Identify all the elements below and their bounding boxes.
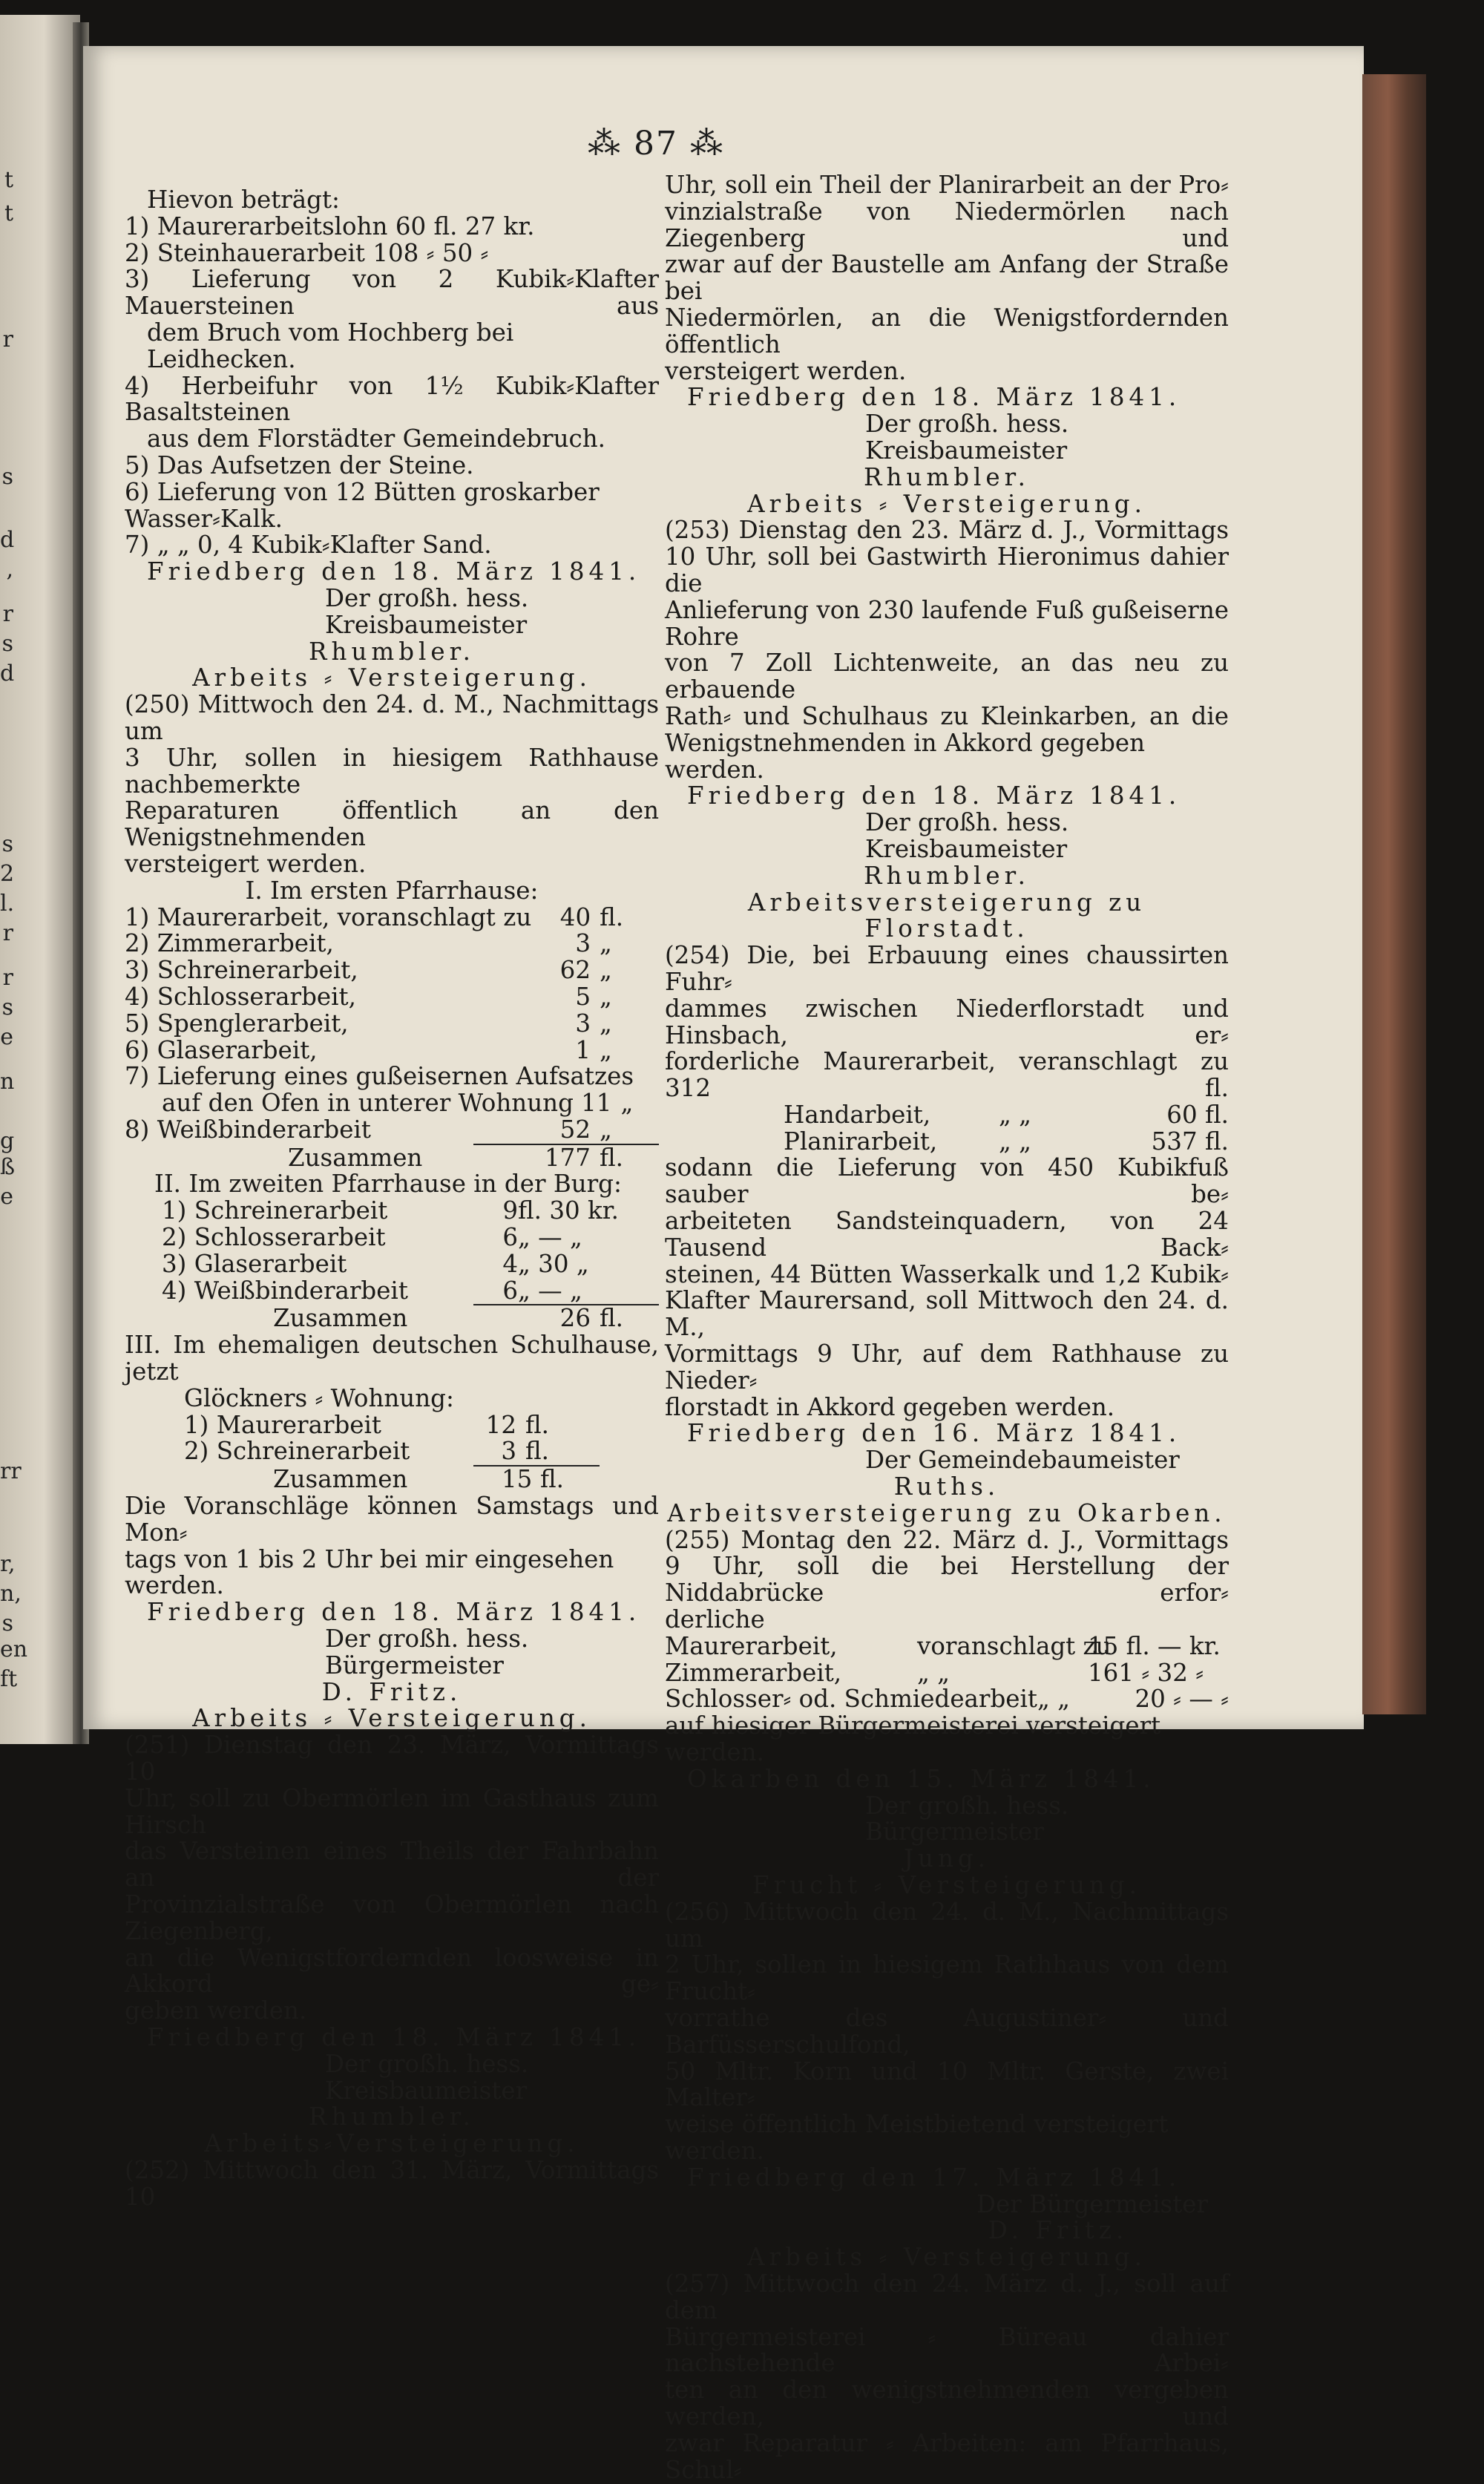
cost-item	[125, 984, 659, 1011]
cost-value: 40	[559, 902, 591, 931]
cost-note: voranschlagt zu	[917, 1631, 1112, 1660]
text-line: (251) Dienstag den 23. März, Vormittags 10	[125, 1731, 659, 1786]
margin-fragment: ,	[6, 557, 13, 583]
text-line: zwar auf der Baustelle am Anfang der Straße bei	[665, 250, 1229, 306]
section-heading: III. Im ehemaligen deutschen Schulhause, jetzt	[125, 1331, 659, 1386]
dateline: Friedberg den 18. März 1841.	[687, 781, 1181, 810]
cost-value: 6	[502, 1223, 518, 1252]
cost-value: 3	[575, 1009, 591, 1038]
margin-fragment: rr	[0, 1458, 22, 1484]
text-line: Die Voranschläge können Samstags und Mon⸗	[125, 1492, 659, 1547]
cost-item	[665, 1129, 1229, 1156]
cost-value: 161 ⸗ 32 ⸗	[1088, 1658, 1204, 1687]
cost-unit: „ 30 „	[518, 1249, 589, 1278]
signature-title: Der Bürgermeister	[976, 2189, 1209, 2218]
cost-unit: „	[600, 929, 612, 958]
cost-item	[125, 1251, 637, 1278]
margin-fragment: s	[1, 994, 13, 1020]
cost-label: 2) Schreinerarbeit	[184, 1437, 410, 1466]
ornament-icon: ⁂	[690, 125, 724, 163]
cost-label: Zimmerarbeit,	[665, 1658, 842, 1687]
cost-value: 6	[502, 1276, 518, 1305]
signature-name: Rhumbler.	[309, 2103, 475, 2131]
margin-fragment: 2	[0, 861, 15, 887]
cost-label: 1) Maurerarbeit	[184, 1410, 381, 1439]
ornament-icon: ⁂	[588, 125, 622, 163]
cost-label: auf den Ofen in unterer Wohnung	[162, 1089, 574, 1118]
cost-unit: fl.	[600, 902, 624, 931]
cost-item	[665, 1633, 1229, 1660]
margin-fragment: r	[2, 920, 13, 946]
text-line: (255) Montag den 22. März d. J., Vormittags	[665, 1525, 1229, 1554]
cost-item	[125, 1035, 659, 1064]
cost-label: Planirarbeit,	[784, 1127, 938, 1156]
signature-name: Rhumbler.	[309, 637, 475, 666]
signature-title: Der großh. hess. Kreisbaumeister	[325, 2049, 529, 2105]
cost-value: 3	[501, 1437, 516, 1466]
cost-unit: „	[600, 956, 612, 985]
cost-unit: „	[620, 1089, 634, 1118]
text-line: aus dem Florstädter Gemeindebruch.	[147, 425, 605, 453]
cost-label: 1) Schreinerarbeit	[162, 1196, 388, 1225]
cost-unit: „	[600, 1115, 612, 1144]
right-column	[665, 172, 1229, 2483]
left-column	[125, 187, 659, 2211]
total-value: 177	[544, 1143, 591, 1172]
cost-label: Schlosser⸗ od. Schmiedearbeit	[665, 1685, 1037, 1714]
text-line: von 7 Zoll Lichtenweite, an das neu zu erbauende	[665, 649, 1229, 704]
margin-fragment: ft	[0, 1666, 18, 1692]
cost-unit: „ — „	[518, 1276, 582, 1305]
cost-value: 12	[485, 1410, 516, 1439]
previous-page-edge	[0, 15, 80, 1744]
cost-unit: „	[600, 1035, 612, 1064]
margin-fragment: l.	[0, 891, 15, 917]
text-line: 2 Uhr, sollen in hiesigem Rathhaus von dem Frucht⸗	[665, 1950, 1229, 2006]
cost-value: 9	[502, 1196, 518, 1225]
signature-name: Rhumbler.	[864, 861, 1030, 890]
text-line: Vormittags 9 Uhr, auf dem Rathhause zu Nieder⸗	[665, 1340, 1229, 1395]
text-line: Reparaturen öffentlich an den Wenigstnehmenden	[125, 796, 659, 852]
margin-fragment: g	[0, 1128, 15, 1154]
cost-item	[125, 1438, 585, 1465]
text-line: (254) Die, bei Erbauung eines chaussirten Fuhr⸗	[665, 941, 1229, 996]
margin-fragment: r	[2, 327, 13, 353]
margin-fragment: e	[0, 1184, 13, 1210]
page-stack-edge	[1362, 74, 1426, 1714]
signature-title: Der großh. hess. Kreisbaumeister	[865, 410, 1069, 465]
total-label: Zusammen	[273, 1304, 408, 1333]
cost-total	[288, 1143, 659, 1172]
margin-fragment: n	[0, 1069, 15, 1095]
signature-title: Der großh. hess. Kreisbaumeister	[325, 583, 529, 639]
cost-value: 20 ⸗ — ⸗	[1135, 1685, 1229, 1714]
notice-heading: Arbeits ⸗ Versteigerung.	[747, 489, 1146, 518]
margin-fragment: r,	[0, 1551, 16, 1577]
text-line: zwar Reparatur ⸗ Arbeiten: am Pfarrhaus, Schul⸗	[665, 2428, 1229, 2484]
signature-title: Der großh. hess. Bürgermeister	[325, 1625, 529, 1680]
text-line: 1) Maurerarbeitslohn 60 fl. 27 kr.	[125, 212, 535, 240]
margin-fragment: ß	[0, 1154, 16, 1180]
text-line: 3) Lieferung von 2 Kubik⸗Klafter Mauersteinen aus	[125, 265, 659, 321]
text-line: an die Wenigstfordernden loosweise in Akkord ge⸗	[125, 1943, 659, 1999]
text-line: arbeiteten Sandsteinquadern, von 24 Tausend Back⸗	[665, 1207, 1229, 1262]
cost-item	[125, 1198, 637, 1225]
dateline: Friedberg den 16. März 1841.	[687, 1419, 1181, 1448]
page-number	[545, 125, 767, 163]
text-line: (250) Mittwoch den 24. d. M., Nachmittags um	[125, 690, 659, 745]
text-line: dem Bruch vom Hochberg bei Leidhecken.	[147, 318, 514, 373]
ditto-marks: „ „	[999, 1127, 1032, 1156]
text-line: Rath⸗ und Schulhaus zu Kleinkarben, an die	[665, 701, 1229, 730]
margin-fragment: en	[0, 1636, 28, 1662]
text-line: weise öffentlich Meistbietend versteigert werden.	[665, 2110, 1169, 2165]
text-line: das Versteinen eines Theils der Fahrbahn an der	[125, 1837, 659, 1893]
text-line: geben werden.	[125, 1996, 307, 2025]
cost-value: 15 fl. — kr.	[1088, 1631, 1221, 1660]
cost-value: 62	[559, 956, 591, 985]
cost-label: 3) Schreinerarbeit,	[125, 956, 358, 985]
cost-unit: „	[600, 1009, 612, 1038]
text-line: sodann die Lieferung von 450 Kubikfuß sauber be⸗	[665, 1153, 1229, 1209]
cost-item	[125, 957, 659, 984]
cost-value: 1	[575, 1035, 591, 1064]
notice-heading: Arbeitsversteigerung zu Florstadt.	[747, 888, 1146, 943]
cost-item	[665, 1686, 1229, 1713]
margin-fragment: t	[4, 200, 13, 226]
section-heading: II. Im zweiten Pfarrhause in der Burg:	[154, 1170, 622, 1199]
margin-fragment: r	[2, 965, 13, 991]
text-line: auf hiesiger Bürgermeisterei versteigert werden.	[665, 1711, 1161, 1767]
text-line: 10 Uhr, soll bei Gastwirth Hieronimus dahier die	[665, 543, 1229, 597]
cost-label: Maurerarbeit,	[665, 1631, 838, 1660]
margin-fragment: d	[0, 661, 15, 686]
total-label: Zusammen	[273, 1465, 408, 1494]
text-line: 3 Uhr, sollen in hiesigem Rathhause nachbemerkte	[125, 743, 659, 799]
text-line: (256) Mittwoch den 24. d. M., Nachmittags um	[665, 1897, 1229, 1953]
dateline: Friedberg den 17. März 1841.	[687, 2163, 1181, 2192]
text-line: (257) Mittwoch den 24. März d. J., soll auf dem	[665, 2269, 1229, 2324]
cost-item	[125, 1278, 637, 1305]
signature-title: Der Gemeindebaumeister	[865, 1446, 1180, 1475]
margin-fragment: d	[0, 527, 15, 553]
cost-label: 4) Schlosserarbeit,	[125, 982, 356, 1011]
margin-fragment: s	[1, 1610, 13, 1636]
cost-total	[273, 1304, 659, 1333]
cost-value: 537 fl.	[1151, 1127, 1229, 1156]
page-number-value: 87	[634, 125, 678, 163]
margin-fragment: e	[0, 1024, 13, 1050]
notice-heading: Arbeits ⸗ Versteigerung.	[747, 2243, 1146, 2272]
cost-value: 3	[575, 929, 591, 958]
dateline: Friedberg den 18. März 1841.	[147, 1598, 641, 1627]
cost-item	[665, 1102, 1229, 1129]
section-heading: Glöckners ⸗ Wohnung:	[184, 1383, 454, 1412]
text-line: versteigert werden.	[665, 356, 907, 385]
cost-label: Handarbeit,	[784, 1100, 931, 1129]
cost-value: 4	[502, 1249, 518, 1278]
notice-heading: Arbeits⸗Versteigerung.	[204, 2129, 580, 2158]
dateline: Okarben den 15. März 1841.	[687, 1764, 1155, 1793]
total-label: Zusammen	[288, 1143, 423, 1172]
cost-value: 60 fl.	[1166, 1100, 1229, 1129]
signature-name: D. Fritz.	[988, 2216, 1129, 2245]
cost-total	[273, 1465, 600, 1494]
notice-heading: Arbeits ⸗ Versteigerung.	[192, 1704, 591, 1733]
cost-label: 5) Spenglerarbeit,	[125, 1009, 349, 1038]
text-line: Bürgermeisterei ⸗ Büreau dahier nachstehende Arbei⸗	[665, 2322, 1229, 2378]
ditto-marks: „ „	[917, 1658, 951, 1687]
cost-label: 4) Weißbinderarbeit	[162, 1276, 408, 1305]
text-line: Wenigstnehmenden in Akkord gegeben werden.	[665, 728, 1146, 784]
cost-label: 2) Zimmerarbeit,	[125, 929, 334, 958]
total-unit: fl.	[600, 1143, 624, 1172]
text-line: Provinzialstraße von Obermörlen nach Ziegenberg,	[125, 1890, 659, 1945]
cost-item	[125, 931, 659, 957]
text-line: Anlieferung von 230 laufende Fuß gußeiserne Rohre	[665, 595, 1229, 651]
signature-title: Der großh. hess. Kreisbaumeister	[865, 808, 1069, 863]
cost-label: 6) Glaserarbeit,	[125, 1035, 318, 1064]
cost-value: 11	[581, 1089, 612, 1118]
text-line: forderliche Maurerarbeit, veranschlagt zu 312 fl.	[665, 1047, 1229, 1103]
text-line: vorrathe des Augustiner⸗ und Barfüsserschulfond,	[665, 2003, 1229, 2059]
dateline: Friedberg den 18. März 1841.	[147, 2022, 641, 2051]
text-line: Niedermörlen, an die Wenigstfordernden öffentlich	[665, 303, 1229, 358]
cost-item	[125, 902, 659, 931]
margin-fragment: r	[2, 601, 13, 627]
total-value: 15	[502, 1465, 533, 1494]
cost-item	[125, 1064, 659, 1090]
text-line: Hievon beträgt:	[147, 186, 340, 214]
cost-label: 7) Lieferung eines gußeisernen Aufsatzes	[125, 1062, 634, 1091]
text-line: 50 Mltr. Korn und 10 Mltr. Gerste, zwei Malter⸗	[665, 2057, 1229, 2112]
signature-name: Ruths.	[893, 1472, 1000, 1501]
total-unit: fl.	[540, 1465, 565, 1494]
cost-label: 2) Schlosserarbeit	[162, 1223, 386, 1252]
cost-label: 3) Glaserarbeit	[162, 1249, 347, 1278]
signature-name: Rhumbler.	[864, 462, 1030, 491]
margin-fragment: s	[1, 464, 13, 490]
cost-label: 1) Maurerarbeit, voranschlagt zu	[125, 902, 532, 931]
cost-item	[125, 1117, 659, 1144]
text-line: steinen, 44 Bütten Wasserkalk und 1,2 Kubik⸗	[665, 1259, 1229, 1288]
cost-unit: „ — „	[518, 1223, 582, 1252]
cost-item	[125, 1090, 659, 1117]
text-line: Uhr, soll zu Obermörlen im Gasthaus zum Hirsch	[125, 1783, 659, 1839]
dateline: Friedberg den 18. März 1841.	[147, 557, 641, 586]
text-line: vinzialstraße von Niedermörlen nach Ziegenberg und	[665, 197, 1229, 252]
text-line: Klafter Maurersand, soll Mittwoch den 24. d. M.,	[665, 1286, 1229, 1342]
cost-item	[125, 1225, 637, 1251]
text-line: tags von 1 bis 2 Uhr bei mir eingesehen werden.	[125, 1544, 614, 1600]
text-line: 9 Uhr, soll die bei Herstellung der Niddabrücke erfor⸗	[665, 1552, 1229, 1608]
text-line: dammes zwischen Niederflorstadt und Hinsbach, er⸗	[665, 994, 1229, 1049]
cost-unit: „	[600, 982, 612, 1011]
text-line: versteigert werden.	[125, 849, 367, 878]
total-unit: fl.	[600, 1304, 624, 1333]
text-line: (253) Dienstag den 23. März d. J., Vormittags	[665, 516, 1229, 545]
total-value: 26	[559, 1304, 591, 1333]
margin-fragment: s	[1, 631, 13, 657]
cost-value: 52	[559, 1115, 591, 1144]
margin-fragment: n,	[0, 1581, 22, 1607]
cost-unit: fl.	[525, 1410, 550, 1439]
text-line: 6) Lieferung von 12 Bütten groskarber Wasser⸗Kalk.	[125, 477, 600, 533]
margin-fragment: s	[1, 831, 13, 857]
text-line: 4) Herbeifuhr von 1½ Kubik⸗Klafter Basaltsteinen	[125, 371, 659, 427]
cost-value: 5	[575, 982, 591, 1011]
dateline: Friedberg den 18. März 1841.	[687, 383, 1181, 412]
notice-heading: Frucht ⸗ Versteigerung.	[752, 1871, 1141, 1899]
text-line: derliche	[665, 1605, 765, 1634]
cost-item	[125, 1011, 659, 1038]
text-line: 7) „ „ 0, 4 Kubik⸗Klafter Sand.	[125, 531, 492, 560]
margin-fragment: t	[4, 167, 13, 193]
cost-label: 8) Weißbinderarbeit	[125, 1115, 371, 1144]
text-line: (252) Mittwoch den 31. März, Vormittags 10	[125, 2155, 659, 2211]
text-line: 2) Steinhauerarbeit 108 ⸗ 50 ⸗	[125, 238, 489, 267]
text-line: 5) Das Aufsetzen der Steine.	[125, 450, 474, 479]
cost-item	[125, 1412, 585, 1439]
cost-unit: fl. 30 kr.	[518, 1196, 620, 1225]
text-line: florstadt in Akkord gegeben werden.	[665, 1392, 1115, 1421]
ditto-marks: „ „	[1037, 1685, 1070, 1714]
ditto-marks: „ „	[999, 1100, 1032, 1129]
section-heading: I. Im ersten Pfarrhause:	[245, 876, 539, 905]
signature-title: Der großh. hess. Bürgermeister	[865, 1791, 1069, 1846]
notice-heading: Arbeits ⸗ Versteigerung.	[192, 663, 591, 692]
notice-heading: Arbeitsversteigerung zu Okarben.	[667, 1498, 1227, 1527]
text-line: Uhr, soll ein Theil der Planirarbeit an der Pro⸗	[665, 171, 1229, 199]
text-line: ten an den wenigstnehmenden vergeben werden, und	[665, 2376, 1229, 2431]
signature-name: D. Fritz.	[321, 1677, 462, 1706]
cost-unit: fl.	[525, 1437, 550, 1466]
signature-name: Jung.	[903, 1844, 991, 1873]
cost-item	[665, 1660, 1229, 1687]
